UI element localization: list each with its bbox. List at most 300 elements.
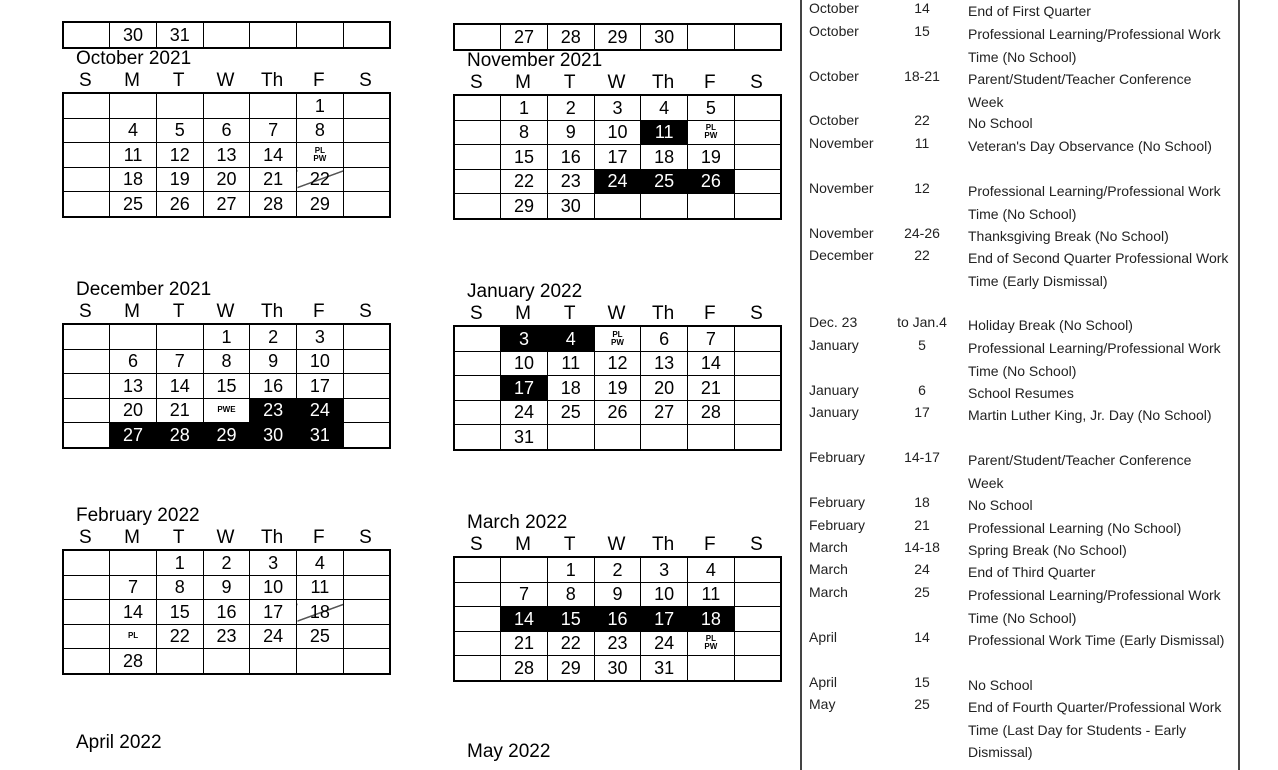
event-day: 25 [914, 584, 930, 600]
weekday-label: S [470, 72, 483, 93]
event-day: 22 [914, 112, 930, 128]
empty-cell [547, 425, 594, 450]
week-row [63, 600, 390, 625]
day-cell: 17 [641, 607, 688, 632]
event-day: 15 [914, 674, 930, 690]
day-cell: 18 [110, 167, 157, 192]
events-list [800, 0, 1240, 770]
day-cell: 4 [641, 95, 688, 120]
empty-cell [110, 550, 157, 575]
weekday-label: Th [652, 303, 675, 324]
weekday-label: S [359, 527, 372, 548]
weekday-header [62, 527, 389, 549]
week-row [454, 24, 781, 50]
day-cell: 11 [110, 143, 157, 168]
empty-cell [63, 600, 110, 625]
weekday-label: T [172, 70, 185, 91]
day-cell: PWE [203, 398, 250, 423]
week-row [454, 169, 781, 194]
empty-cell [454, 557, 501, 582]
event-description: End of Second Quarter Professional Work Time (Early Dismissal) [968, 250, 1229, 289]
week-row [454, 631, 781, 656]
day-cell: 14 [501, 607, 548, 632]
day-cell: 6 [203, 118, 250, 143]
empty-cell [454, 351, 501, 376]
week-row [454, 194, 781, 219]
event-description: Parent/Student/Teacher Conference Week [968, 71, 1192, 110]
empty-cell [734, 557, 781, 582]
week-row [63, 649, 390, 674]
day-cell: 11 [641, 120, 688, 145]
event-day: 5 [918, 337, 926, 353]
week-row [63, 550, 390, 575]
event-month: March [809, 539, 848, 555]
day-cell: PL PW [297, 143, 344, 168]
day-cell: 12 [156, 143, 203, 168]
empty-cell [594, 425, 641, 450]
empty-cell [63, 550, 110, 575]
week-row [454, 351, 781, 376]
day-cell: 1 [297, 93, 344, 118]
weekday-label: S [79, 70, 92, 91]
event-day: 14 [914, 0, 930, 16]
day-cell: 18 [297, 600, 344, 625]
event-day: to Jan.4 [897, 314, 947, 330]
day-cell: 3 [501, 326, 548, 351]
event-description: No School [968, 497, 1033, 513]
month-title: November 2021 [467, 50, 603, 71]
event-description: No School [968, 115, 1033, 131]
day-cell: 17 [297, 374, 344, 399]
weekday-label: S [750, 72, 763, 93]
calendar-grid [453, 325, 782, 451]
day-cell: 25 [547, 400, 594, 425]
event-description: Parent/Student/Teacher Conference Week [968, 452, 1192, 491]
day-cell: 27 [203, 192, 250, 217]
week-row [454, 400, 781, 425]
day-cell: 10 [594, 120, 641, 145]
weekday-label: S [470, 303, 483, 324]
day-cell: 30 [250, 423, 297, 448]
event-day: 17 [914, 404, 930, 420]
empty-cell [63, 349, 110, 374]
empty-cell [454, 169, 501, 194]
weekday-label: S [79, 301, 92, 322]
empty-cell [343, 349, 390, 374]
empty-cell [454, 656, 501, 681]
day-cell: 25 [297, 624, 344, 649]
day-cell: 21 [688, 376, 735, 401]
month-title: April 2022 [76, 732, 162, 753]
day-cell: 25 [641, 169, 688, 194]
empty-cell [641, 425, 688, 450]
day-cell: 28 [156, 423, 203, 448]
weekday-label: T [563, 303, 576, 324]
empty-cell [203, 22, 250, 48]
week-row [63, 167, 390, 192]
day-cell: 1 [501, 95, 548, 120]
event-description: No School [968, 677, 1033, 693]
day-cell: 2 [547, 95, 594, 120]
day-cell: 16 [547, 145, 594, 170]
event-description: Holiday Break (No School) [968, 317, 1133, 333]
weekday-label: T [563, 534, 576, 555]
empty-cell [734, 656, 781, 681]
weekday-header [453, 303, 780, 325]
event-month: April [809, 629, 838, 645]
event-month: April [809, 674, 838, 690]
day-cell: 28 [250, 192, 297, 217]
empty-cell [250, 93, 297, 118]
day-cell: 31 [641, 656, 688, 681]
week-row [454, 582, 781, 607]
empty-cell [454, 425, 501, 450]
event-day: 24-26 [904, 225, 940, 241]
event-day: 14-17 [904, 449, 940, 465]
weekday-label: M [124, 301, 140, 322]
weekday-label: Th [261, 527, 284, 548]
day-cell: 30 [547, 194, 594, 219]
empty-cell [203, 649, 250, 674]
day-cell: 7 [688, 326, 735, 351]
day-cell: 14 [156, 374, 203, 399]
day-cell: 24 [250, 624, 297, 649]
empty-cell [343, 575, 390, 600]
day-cell: 20 [203, 167, 250, 192]
empty-cell [454, 145, 501, 170]
event-month: March [809, 561, 848, 577]
week-row [454, 120, 781, 145]
calendar-grid [453, 556, 782, 682]
empty-cell [63, 192, 110, 217]
event-month: February [809, 494, 866, 510]
empty-cell [63, 167, 110, 192]
empty-cell [297, 22, 344, 48]
day-cell: 23 [250, 398, 297, 423]
event-day: 11 [914, 135, 930, 151]
empty-cell [688, 194, 735, 219]
empty-cell [63, 374, 110, 399]
day-cell: 10 [641, 582, 688, 607]
week-row [63, 398, 390, 423]
day-cell: 4 [297, 550, 344, 575]
event-month: November [809, 225, 874, 241]
week-row [63, 624, 390, 649]
day-cell: PL PW [688, 631, 735, 656]
empty-cell [343, 22, 390, 48]
day-cell: 19 [594, 376, 641, 401]
weekday-label: F [312, 301, 325, 322]
event-day: 21 [914, 517, 930, 533]
day-cell: 20 [641, 376, 688, 401]
event-description: Professional Learning (No School) [968, 520, 1182, 536]
day-cell: 28 [110, 649, 157, 674]
event-day: 25 [914, 696, 930, 712]
day-cell: 18 [688, 607, 735, 632]
day-cell: 4 [547, 326, 594, 351]
day-cell: 11 [297, 575, 344, 600]
day-cell: 29 [297, 192, 344, 217]
week-row [454, 145, 781, 170]
event-description: Spring Break (No School) [968, 542, 1127, 558]
empty-cell [250, 649, 297, 674]
event-month: November [809, 135, 874, 151]
month-title: March 2022 [467, 512, 568, 533]
week-row [454, 425, 781, 450]
event-month: October [809, 23, 859, 39]
event-day: 22 [914, 247, 930, 263]
weekday-label: Th [652, 72, 675, 93]
day-cell: PL PW [594, 326, 641, 351]
empty-cell [156, 324, 203, 349]
weekday-label: Th [652, 534, 675, 555]
weekday-label: M [515, 303, 531, 324]
empty-cell [343, 624, 390, 649]
week-row [63, 575, 390, 600]
day-cell: 16 [250, 374, 297, 399]
empty-cell [156, 649, 203, 674]
day-cell: 3 [297, 324, 344, 349]
day-cell: 3 [250, 550, 297, 575]
day-cell: 8 [547, 582, 594, 607]
day-cell: 16 [203, 600, 250, 625]
day-cell: 15 [203, 374, 250, 399]
day-cell: 8 [203, 349, 250, 374]
empty-cell [343, 423, 390, 448]
weekday-label: S [79, 527, 92, 548]
day-cell: 17 [594, 145, 641, 170]
empty-cell [343, 398, 390, 423]
weekday-label: S [359, 301, 372, 322]
day-cell: 2 [594, 557, 641, 582]
day-cell: 24 [501, 400, 548, 425]
empty-cell [110, 324, 157, 349]
empty-cell [454, 120, 501, 145]
day-cell: 23 [547, 169, 594, 194]
day-cell: 28 [547, 24, 594, 50]
empty-cell [734, 351, 781, 376]
empty-cell [734, 120, 781, 145]
calendar-grid [453, 94, 782, 220]
day-cell: 13 [203, 143, 250, 168]
event-day: 6 [918, 382, 926, 398]
day-cell: 2 [250, 324, 297, 349]
empty-cell [156, 93, 203, 118]
empty-cell [63, 649, 110, 674]
day-cell: 4 [688, 557, 735, 582]
weekday-label: S [750, 534, 763, 555]
day-cell: 12 [594, 351, 641, 376]
day-cell: 15 [547, 607, 594, 632]
empty-cell [63, 22, 110, 48]
weekday-label: W [607, 534, 626, 555]
month-title: October 2021 [76, 48, 192, 69]
weekday-label: M [515, 534, 531, 555]
day-cell: 21 [156, 398, 203, 423]
event-month: October [809, 112, 859, 128]
weekday-label: W [216, 301, 235, 322]
weekday-label: F [703, 72, 716, 93]
event-description: Veteran's Day Observance (No School) [968, 138, 1212, 154]
day-cell: 23 [594, 631, 641, 656]
day-cell: 25 [110, 192, 157, 217]
day-cell: 10 [501, 351, 548, 376]
day-cell: 29 [594, 24, 641, 50]
weekday-label: W [607, 303, 626, 324]
event-month: February [809, 517, 866, 533]
empty-cell [734, 425, 781, 450]
day-cell: 9 [547, 120, 594, 145]
day-cell: 22 [156, 624, 203, 649]
weekday-label: W [216, 70, 235, 91]
day-cell: 28 [501, 656, 548, 681]
empty-cell [343, 118, 390, 143]
event-day: 14-18 [904, 539, 940, 555]
calendar-grid [453, 23, 782, 51]
day-cell: 27 [641, 400, 688, 425]
event-description: Professional Learning/Professional Work Time (No School) [968, 183, 1221, 222]
day-cell: 9 [203, 575, 250, 600]
day-cell: 5 [156, 118, 203, 143]
day-cell: 26 [594, 400, 641, 425]
event-month: January [809, 337, 859, 353]
weekday-header [453, 534, 780, 556]
weekday-label: Th [261, 301, 284, 322]
day-cell: 7 [156, 349, 203, 374]
weekday-label: T [563, 72, 576, 93]
day-cell: 6 [110, 349, 157, 374]
weekday-label: M [124, 527, 140, 548]
empty-cell [454, 194, 501, 219]
empty-cell [594, 194, 641, 219]
weekday-label: W [607, 72, 626, 93]
day-cell: 22 [501, 169, 548, 194]
day-cell: 2 [203, 550, 250, 575]
calendar-grid [62, 323, 391, 449]
event-description: End of Third Quarter [968, 564, 1096, 580]
event-description: Professional Learning/Professional Work Time (No School) [968, 340, 1221, 379]
day-cell: 1 [156, 550, 203, 575]
month-title: December 2021 [76, 279, 212, 300]
week-row [63, 143, 390, 168]
event-month: October [809, 68, 859, 84]
day-cell: 17 [501, 376, 548, 401]
day-cell: 10 [297, 349, 344, 374]
empty-cell [454, 326, 501, 351]
empty-cell [110, 93, 157, 118]
empty-cell [454, 631, 501, 656]
day-cell: 11 [547, 351, 594, 376]
event-description: End of First Quarter [968, 3, 1091, 19]
day-cell: 20 [110, 398, 157, 423]
empty-cell [734, 326, 781, 351]
weekday-label: S [359, 70, 372, 91]
weekday-label: F [312, 527, 325, 548]
day-cell: 18 [547, 376, 594, 401]
day-cell: 31 [297, 423, 344, 448]
day-cell: 18 [641, 145, 688, 170]
week-row [454, 376, 781, 401]
day-cell: 26 [688, 169, 735, 194]
empty-cell [343, 600, 390, 625]
week-row [454, 557, 781, 582]
weekday-label: S [750, 303, 763, 324]
event-day: 18-21 [904, 68, 940, 84]
day-cell: 23 [203, 624, 250, 649]
weekday-header [453, 72, 780, 94]
day-cell: 10 [250, 575, 297, 600]
day-cell: 30 [110, 22, 157, 48]
empty-cell [641, 194, 688, 219]
day-cell: 7 [501, 582, 548, 607]
event-month: March [809, 584, 848, 600]
day-cell: 29 [547, 656, 594, 681]
empty-cell [297, 649, 344, 674]
day-cell: 16 [594, 607, 641, 632]
empty-cell [454, 376, 501, 401]
empty-cell [734, 582, 781, 607]
event-month: December [809, 247, 874, 263]
day-cell: 11 [688, 582, 735, 607]
empty-cell [734, 194, 781, 219]
day-cell: 26 [156, 192, 203, 217]
weekday-label: F [703, 303, 716, 324]
week-row [63, 93, 390, 118]
empty-cell [63, 324, 110, 349]
weekday-label: F [703, 534, 716, 555]
event-month: January [809, 404, 859, 420]
day-cell: 9 [250, 349, 297, 374]
day-cell: 1 [203, 324, 250, 349]
empty-cell [734, 400, 781, 425]
event-month: October [809, 0, 859, 16]
empty-cell [734, 376, 781, 401]
empty-cell [343, 192, 390, 217]
empty-cell [343, 93, 390, 118]
empty-cell [343, 167, 390, 192]
weekday-header [62, 301, 389, 323]
day-cell: 8 [501, 120, 548, 145]
weekday-label: M [515, 72, 531, 93]
event-description: Professional Learning/Professional Work Time (No School) [968, 587, 1221, 626]
day-cell: 29 [501, 194, 548, 219]
empty-cell [63, 118, 110, 143]
empty-cell [454, 24, 501, 50]
empty-cell [343, 374, 390, 399]
week-row [63, 192, 390, 217]
calendar-grid [62, 549, 391, 675]
day-cell: 15 [156, 600, 203, 625]
month-title: May 2022 [467, 741, 551, 762]
day-cell: 27 [501, 24, 548, 50]
day-cell: 3 [641, 557, 688, 582]
week-row [454, 326, 781, 351]
day-cell: 31 [156, 22, 203, 48]
empty-cell [63, 93, 110, 118]
event-month: May [809, 696, 836, 712]
empty-cell [343, 550, 390, 575]
empty-cell [63, 575, 110, 600]
empty-cell [343, 649, 390, 674]
event-description: Thanksgiving Break (No School) [968, 228, 1169, 244]
week-row [454, 656, 781, 681]
day-cell: 29 [203, 423, 250, 448]
week-row [454, 95, 781, 120]
empty-cell [734, 95, 781, 120]
month-title: February 2022 [76, 505, 200, 526]
day-cell: 7 [110, 575, 157, 600]
empty-cell [203, 93, 250, 118]
